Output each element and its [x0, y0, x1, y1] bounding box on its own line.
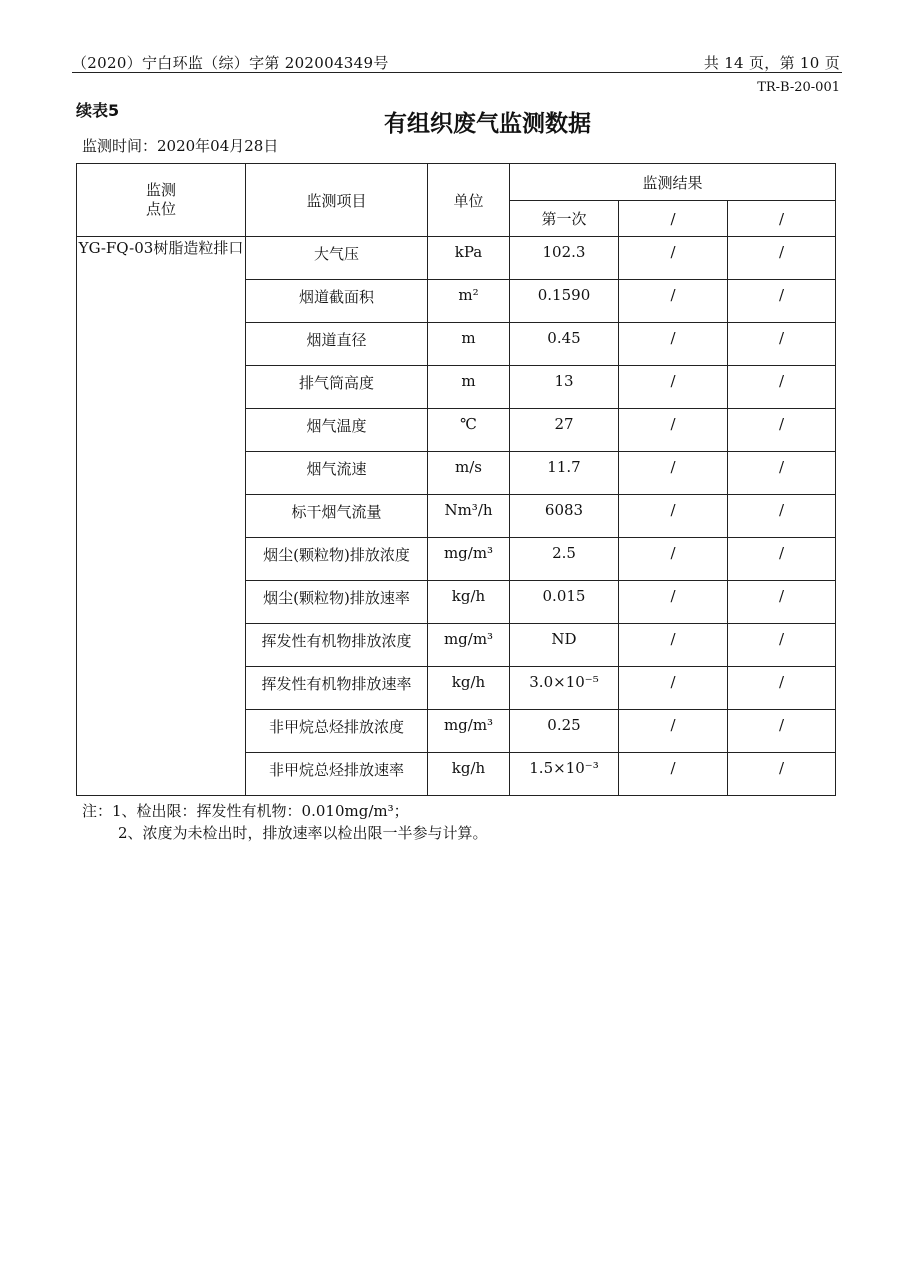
unit-cell: m [428, 323, 510, 366]
item-cell: 非甲烷总烃排放速率 [246, 753, 428, 796]
unit-cell: mg/m³ [428, 538, 510, 581]
document-code: TR-B-20-001 [757, 80, 840, 95]
header-item: 监测项目 [246, 164, 428, 237]
result-cell: 0.015 [510, 581, 619, 624]
result-cell: / [619, 581, 728, 624]
table-row [77, 237, 836, 280]
result-cell: / [619, 280, 728, 323]
unit-cell: kg/h [428, 667, 510, 710]
result-cell: / [728, 710, 836, 753]
result-cell: / [619, 753, 728, 796]
result-cell: / [728, 237, 836, 280]
unit-cell: m [428, 366, 510, 409]
result-cell: ND [510, 624, 619, 667]
result-cell: 0.25 [510, 710, 619, 753]
header-point: 监测 点位 [77, 164, 246, 237]
item-cell: 烟尘(颗粒物)排放浓度 [246, 538, 428, 581]
header-unit: 单位 [428, 164, 510, 237]
result-cell: / [728, 452, 836, 495]
unit-cell: kg/h [428, 581, 510, 624]
item-cell: 排气筒高度 [246, 366, 428, 409]
result-cell: / [728, 366, 836, 409]
item-cell: 大气压 [246, 237, 428, 280]
note-2: 2、浓度为未检出时，排放速率以检出限一半参与计算。 [118, 824, 488, 842]
item-cell: 烟气流速 [246, 452, 428, 495]
monitoring-point-name: YG-FQ-03树脂造粒排口 [78, 239, 244, 257]
unit-cell: mg/m³ [428, 624, 510, 667]
result-cell: / [619, 366, 728, 409]
result-cell: 11.7 [510, 452, 619, 495]
result-cell: / [619, 710, 728, 753]
item-cell: 烟气温度 [246, 409, 428, 452]
header-result-col-1: 第一次 [510, 201, 619, 237]
result-cell: / [728, 323, 836, 366]
item-cell: 标干烟气流量 [246, 495, 428, 538]
item-cell: 挥发性有机物排放速率 [246, 667, 428, 710]
unit-cell: mg/m³ [428, 710, 510, 753]
result-cell: 27 [510, 409, 619, 452]
item-cell: 烟尘(颗粒物)排放速率 [246, 581, 428, 624]
result-cell: 0.1590 [510, 280, 619, 323]
report-number: （2020）宁白环监（综）字第 202004349号 [72, 54, 389, 72]
header-results: 监测结果 [510, 164, 836, 201]
unit-cell: m² [428, 280, 510, 323]
result-cell: 102.3 [510, 237, 619, 280]
result-cell: / [619, 237, 728, 280]
monitor-time: 监测时间：2020年04月28日 [82, 137, 279, 155]
result-cell: / [728, 538, 836, 581]
result-cell: / [619, 667, 728, 710]
item-cell: 烟道截面积 [246, 280, 428, 323]
result-cell: / [728, 581, 836, 624]
result-cell: 0.45 [510, 323, 619, 366]
result-cell: / [728, 280, 836, 323]
result-cell: / [619, 495, 728, 538]
result-cell: / [619, 409, 728, 452]
item-cell: 挥发性有机物排放浓度 [246, 624, 428, 667]
monitoring-point-cell [77, 237, 246, 796]
result-cell: / [619, 624, 728, 667]
result-cell: / [619, 538, 728, 581]
continued-label: 续表5 [76, 101, 120, 120]
monitoring-table [76, 163, 836, 796]
item-cell: 非甲烷总烃排放浓度 [246, 710, 428, 753]
header-rule [72, 72, 842, 73]
page-info: 共 14 页，第 10 页 [703, 54, 840, 72]
result-cell: 2.5 [510, 538, 619, 581]
unit-cell: ℃ [428, 409, 510, 452]
result-cell: / [728, 409, 836, 452]
unit-cell: m/s [428, 452, 510, 495]
result-cell: / [728, 667, 836, 710]
notes [82, 800, 488, 844]
result-cell: 3.0×10⁻⁵ [510, 667, 619, 710]
header-result-col-2: / [619, 201, 728, 237]
unit-cell: kPa [428, 237, 510, 280]
result-cell: / [728, 753, 836, 796]
header-result-col-3: / [728, 201, 836, 237]
result-cell: 1.5×10⁻³ [510, 753, 619, 796]
result-cell: / [619, 452, 728, 495]
unit-cell: Nm³/h [428, 495, 510, 538]
unit-cell: kg/h [428, 753, 510, 796]
result-cell: / [728, 624, 836, 667]
result-cell: 6083 [510, 495, 619, 538]
item-cell: 烟道直径 [246, 323, 428, 366]
page-title: 有组织废气监测数据 [384, 111, 591, 137]
result-cell: 13 [510, 366, 619, 409]
note-1: 注：1、检出限：挥发性有机物：0.010mg/m³； [82, 802, 409, 820]
result-cell: / [619, 323, 728, 366]
result-cell: / [728, 495, 836, 538]
